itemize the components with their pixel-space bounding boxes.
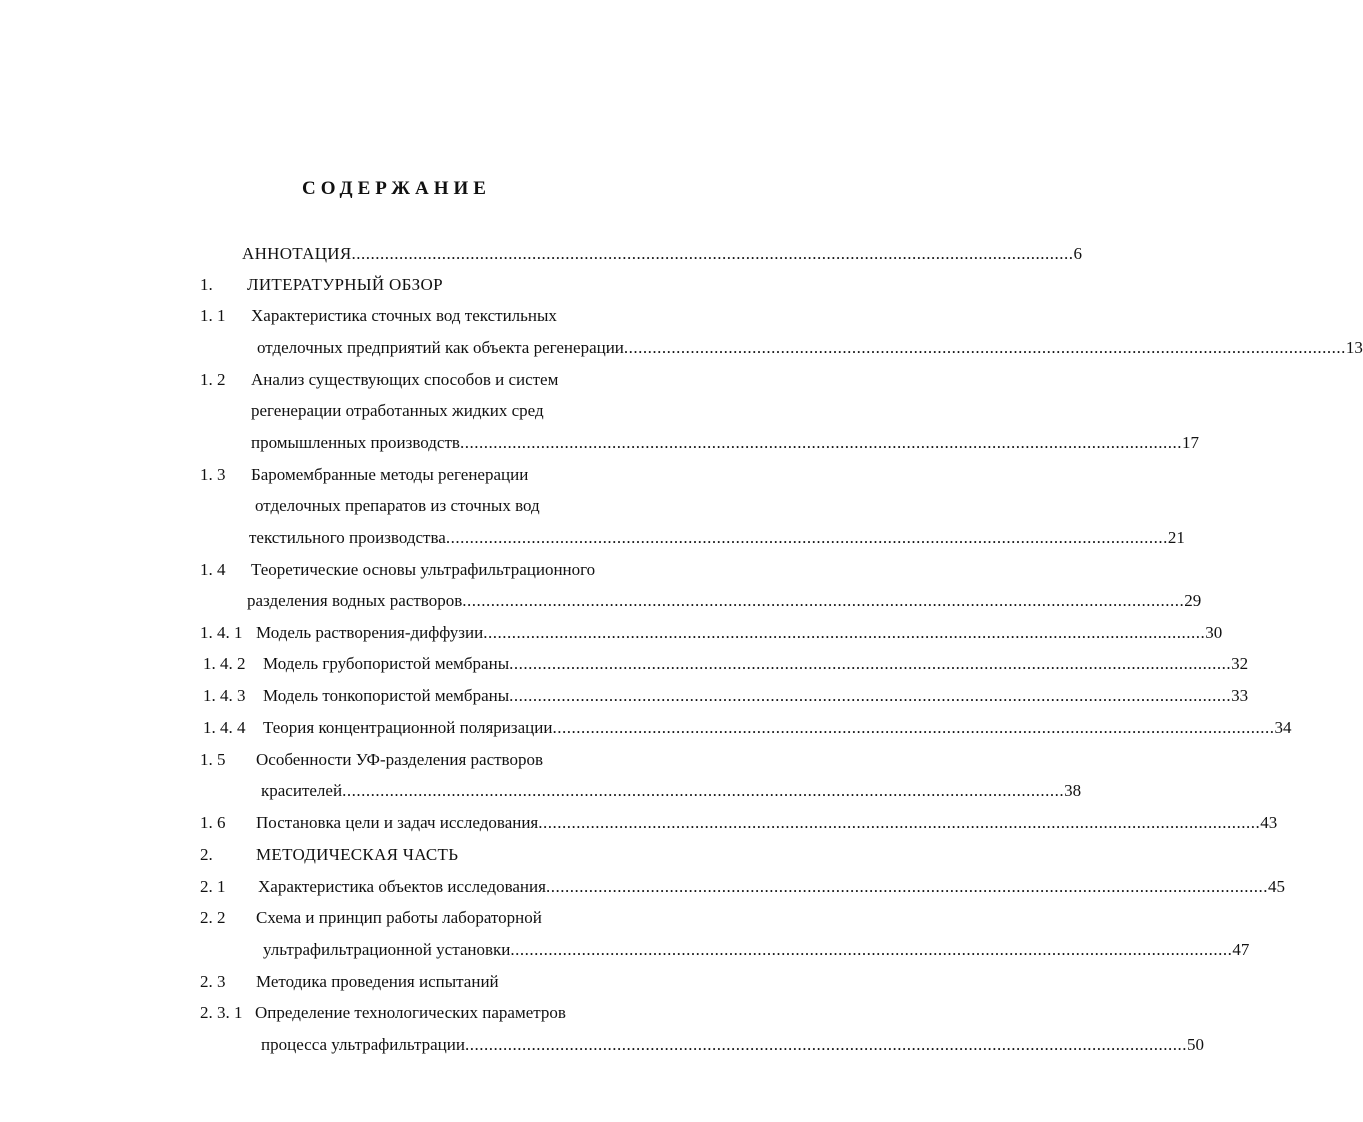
- toc-entry-annotation: [0, 240, 1083, 268]
- toc-page-number: 21: [1167, 528, 1185, 547]
- toc-entry-line: [258, 873, 1285, 901]
- toc-entry-2-2-cont: [0, 936, 1250, 964]
- toc-entry-line: [249, 524, 1185, 552]
- toc-entry-line: [256, 809, 1278, 837]
- dot-leader: ........................................................................................................................................................: [509, 686, 1232, 705]
- toc-entry-2-3: [0, 968, 793, 996]
- dot-leader: ........................................................................................................................................................: [510, 940, 1233, 959]
- toc-entry-1-5: [0, 746, 793, 774]
- toc-entry-number: 1. 2: [200, 370, 226, 389]
- toc-entry-text: Методика проведения испытаний: [256, 972, 499, 991]
- dot-leader: ........................................................................................................................................................: [459, 433, 1182, 452]
- toc-entry-line: [247, 587, 1202, 615]
- toc-entry-text: Характеристика объектов исследования: [258, 877, 546, 896]
- dot-leader: ........................................................................................................................................................: [483, 623, 1206, 642]
- toc-entry-text: процесса ультрафильтрации: [261, 1035, 465, 1054]
- toc-entry-line: [263, 936, 1250, 964]
- toc-page-number: 32: [1231, 654, 1249, 673]
- toc-entry-number: 2. 3. 1: [200, 1003, 243, 1022]
- toc-entry-1-3-cont2: [0, 524, 1185, 552]
- toc-entry-1-3: [0, 461, 793, 489]
- toc-entry-line: [256, 619, 1223, 647]
- toc-entry-1-1: [0, 302, 793, 330]
- toc-entry-1-4-1: [0, 619, 1223, 647]
- toc-entry-1-4-3: [0, 682, 1249, 710]
- toc-entry-line: [257, 334, 1363, 362]
- toc-entry-text: разделения водных растворов: [247, 591, 463, 610]
- dot-leader: ........................................................................................................................................................: [538, 813, 1261, 832]
- toc-entry-2-2: [0, 904, 793, 932]
- toc-entry-text: Теоретические основы ультрафильтрационного: [251, 560, 596, 579]
- toc-entry-text: промышленных производств: [251, 433, 460, 452]
- toc-entry-1-4-2: [0, 650, 1249, 678]
- toc-entry-line: [251, 429, 1199, 457]
- toc-entry-number: 2. 2: [200, 908, 226, 927]
- toc-entry-text: АННОТАЦИЯ: [242, 244, 352, 263]
- toc-entry-2-3-1: [0, 999, 793, 1027]
- dot-leader: ........................................................................................................................................................: [462, 591, 1185, 610]
- toc-entry-number: 1. 4. 3: [203, 686, 246, 705]
- dot-leader: ........................................................................................................................................................: [464, 1035, 1187, 1054]
- toc-entry-text: ультрафильтрационной установки: [263, 940, 511, 959]
- toc-entry-number: 1. 4. 2: [203, 654, 246, 673]
- toc-page-number: 47: [1232, 940, 1250, 959]
- toc-entry-line: [261, 777, 1082, 805]
- toc-entry-text: Теория концентрационной поляризации: [263, 718, 553, 737]
- toc-entry-text: Характеристика сточных вод текстильных: [251, 306, 557, 325]
- toc-entry-number: 1. 4. 1: [200, 623, 243, 642]
- toc-entry-1-4-cont: [0, 587, 1202, 615]
- toc-entry-text: Модель грубопористой мембраны: [263, 654, 510, 673]
- toc-entry-text: Определение технологических параметров: [255, 1003, 566, 1022]
- toc-page-number: 30: [1205, 623, 1223, 642]
- toc-page-number: 6: [1073, 244, 1083, 263]
- toc-entry-1-4-4: [0, 714, 1292, 742]
- toc-page-number: 45: [1267, 877, 1285, 896]
- dot-leader: ........................................................................................................................................................: [342, 781, 1065, 800]
- toc-entry-text: МЕТОДИЧЕСКАЯ ЧАСТЬ: [256, 845, 459, 864]
- toc-entry-section-2: [0, 841, 793, 869]
- toc-entry-1-2-cont: [0, 397, 793, 425]
- toc-entry-number: 1. 4: [200, 560, 226, 579]
- toc-entry-text: Баромембранные методы регенерации: [251, 465, 529, 484]
- toc-page-number: 43: [1260, 813, 1278, 832]
- toc-entry-line: [242, 240, 1083, 268]
- toc-entry-1-2-cont2: [0, 429, 1199, 457]
- toc-entry-number: 2. 3: [200, 972, 226, 991]
- toc-entry-1-1-cont: [0, 334, 1363, 362]
- toc-entry-number: 2. 1: [200, 877, 226, 896]
- toc-entry-text: ЛИТЕРАТУРНЫЙ ОБЗОР: [247, 275, 443, 294]
- toc-entry-text: отделочных предприятий как объекта регенерации: [257, 338, 624, 357]
- toc-entry-number: 1. 4. 4: [203, 718, 246, 737]
- toc-entry-text: регенерации отработанных жидких сред: [251, 401, 544, 420]
- dot-leader: ........................................................................................................................................................: [545, 877, 1268, 896]
- toc-entry-line: [261, 1031, 1204, 1059]
- toc-entry-1-2: [0, 366, 793, 394]
- toc-entry-line: [263, 714, 1292, 742]
- toc-entry-number: 1.: [200, 275, 213, 294]
- toc-page-number: 29: [1184, 591, 1202, 610]
- toc-entry-text: текстильного производства: [249, 528, 446, 547]
- toc-entry-number: 2.: [200, 845, 213, 864]
- toc-entry-text: Особенности УФ-разделения растворов: [256, 750, 543, 769]
- dot-leader: ........................................................................................................................................................: [351, 244, 1074, 263]
- toc-entry-1-4: [0, 556, 793, 584]
- toc-entry-text: Модель растворения-диффузии: [256, 623, 484, 642]
- toc-entry-number: 1. 1: [200, 306, 226, 325]
- toc-page-number: 13: [1345, 338, 1363, 357]
- dot-leader: ........................................................................................................................................................: [445, 528, 1168, 547]
- toc-entry-text: Анализ существующих способов и систем: [251, 370, 559, 389]
- dot-leader: ........................................................................................................................................................: [623, 338, 1346, 357]
- toc-entry-text: отделочных препаратов из сточных вод: [255, 496, 540, 515]
- toc-page-number: 50: [1186, 1035, 1204, 1054]
- toc-entry-text: Модель тонкопористой мембраны: [263, 686, 510, 705]
- toc-entry-line: [263, 650, 1249, 678]
- dot-leader: ........................................................................................................................................................: [509, 654, 1232, 673]
- toc-entry-text: красителей: [261, 781, 343, 800]
- toc-entry-text: Постановка цели и задач исследования: [256, 813, 539, 832]
- toc-entry-line: [263, 682, 1249, 710]
- toc-page-number: 38: [1064, 781, 1082, 800]
- toc-entry-text: Схема и принцип работы лабораторной: [256, 908, 542, 927]
- page-title: СОДЕРЖАНИЕ: [302, 178, 491, 199]
- toc-entry-1-3-cont: [0, 492, 793, 520]
- toc-entry-section-1: [0, 271, 793, 299]
- toc-entry-number: 1. 5: [200, 750, 226, 769]
- toc-entry-1-5-cont: [0, 777, 1082, 805]
- toc-page-number: 33: [1231, 686, 1249, 705]
- toc-page-number: 34: [1274, 718, 1292, 737]
- toc-page-number: 17: [1181, 433, 1199, 452]
- toc-entry-2-3-1-cont: [0, 1031, 1204, 1059]
- toc-entry-number: 1. 3: [200, 465, 226, 484]
- toc-entry-number: 1. 6: [200, 813, 226, 832]
- dot-leader: ........................................................................................................................................................: [552, 718, 1275, 737]
- toc-entry-1-6: [0, 809, 1278, 837]
- toc-entry-2-1: [0, 873, 1285, 901]
